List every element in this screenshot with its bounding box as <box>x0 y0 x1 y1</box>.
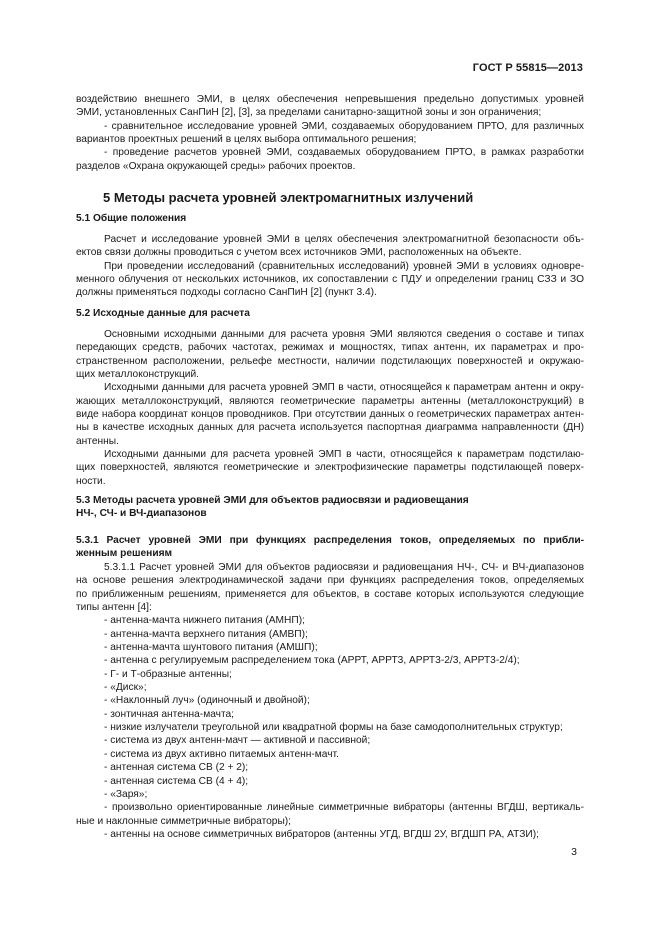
section-5-3-1-line: - антенная система СВ (4 + 4); <box>104 775 249 787</box>
section-5-1-body <box>76 233 584 300</box>
section-5-3-1-line: - антенна-мачта шунтового питания (АМШП); <box>104 642 318 654</box>
section-5-2-line: антенны. <box>76 435 119 447</box>
section-5-3-title-line1: 5.3 Методы расчета уровней ЭМИ для объектов радиосвязи и радиовещания <box>76 495 469 506</box>
section-5-2-line: Исходными данными для расчета уровней ЭМП в части, относящейся к параметрам подстилаю- <box>104 449 584 461</box>
section-5-title: 5 Методы расчета уровней электромагнитных излучений <box>103 190 474 205</box>
section-5-2-line: ны в качестве исходных данных для расчета используется паспортная диаграмма направленности (ДН) <box>76 422 584 434</box>
section-5-3-1-line: ные и наклонные симметричные вибраторы); <box>76 815 291 827</box>
intro-line: вариантов проектных решений в целях выбора оптимального решения; <box>76 134 417 146</box>
section-5-3-1-title-line2: женным решениям <box>76 548 173 560</box>
intro-line: - проведение расчетов уровней ЭМИ, создаваемых оборудованием ПРТО, в рамках разработки <box>104 147 584 159</box>
section-5-1 <box>76 212 584 225</box>
section-5-3-1-line: - низкие излучатели треугольной или квадратной формы на базе самодополнительных структур; <box>104 722 563 734</box>
section-5-3-1-line: - Г- и Т-образные антенны; <box>104 668 232 680</box>
intro-line: воздействию внешнего ЭМИ, в целях обеспечения непревышения предельно допустимых уровней <box>76 94 584 105</box>
section-5-2 <box>76 307 584 320</box>
intro-line: - сравнительное исследование уровней ЭМИ, создаваемых оборудованием ПРТО, для различных <box>104 120 584 132</box>
section-5-2-line: передающих средств, рабочих частотах, режимах и мощностях, типах антенн, их параметрах и про- <box>76 342 584 354</box>
section-5-3-1-line: - антенна-мачта верхнего питания (АМВП); <box>104 628 308 640</box>
section-5-3-1-body <box>76 561 584 841</box>
intro-paragraphs <box>76 93 584 173</box>
section-5-3-1-title-line1: 5.3.1 Расчет уровней ЭМИ при функциях распределения токов, определяемых по прибли- <box>76 535 584 546</box>
section-5-3-1-line: - «Наклонный луч» (одиночный и двойной); <box>104 695 310 707</box>
section-5-3-1-line: - антенная система СВ (2 + 2); <box>104 762 249 774</box>
section-5-3-title-line2: НЧ-, СЧ- и ВЧ-диапазонов <box>76 508 207 520</box>
section-5-3 <box>76 494 584 521</box>
intro-line: разделов «Охрана окружающей среды» рабочих проектов. <box>76 160 356 172</box>
section-5-3-1-line: - произвольно ориентированные линейные симметричные вибраторы (антенны ВГДШ, вертикаль- <box>104 802 584 814</box>
section-5-3-1-line: - система из двух активно питаемых антенн-мачт. <box>104 748 339 760</box>
section-5-2-line: жающих металлоконструкций, являются геометрические параметры антенны (металлоконструкций) в <box>76 395 584 407</box>
section-5-1-title: 5.1 Общие положения <box>76 213 187 224</box>
section-5-2-body <box>76 328 584 488</box>
section-5-2-line: Основными исходными данными для расчета уровня ЭМИ являются сведения о составе и типах <box>104 329 584 340</box>
section-5-3-1-line: - зонтичная антенна-мачта; <box>104 708 234 720</box>
section-5-2-line: странственном расположении, рельефе местности, наличии подстилающих поверхностей и окружаю- <box>76 355 584 367</box>
section-5-3-1-line: - «Заря»; <box>104 788 148 800</box>
section-5-3-1-line: - антенна-мачта нижнего питания (АМНП); <box>104 615 305 627</box>
section-5-3-1 <box>76 534 584 561</box>
section-5-3-1-line: типы антенн [4]: <box>76 602 152 614</box>
section-5-2-line: Исходными данными для расчета уровней ЭМП в части, относящейся к параметрам антенн и окру- <box>104 382 584 394</box>
section-5-2-line: щих поверхностей, являются геометрические и электрофизические параметры подстилающей поверх- <box>76 462 584 474</box>
section-5-3-1-line: - «Диск»; <box>104 682 147 694</box>
section-5-1-line: При проведении исследований (сравнительных исследований) уровней ЭМИ в условиях одновре- <box>104 260 584 272</box>
section-5-3-1-line: на основе решения электродинамической задачи при функциях распределения токов, определяемых <box>76 575 584 587</box>
section-5-1-line: должны применяться подходы согласно СанПиН [2] (пункт 3.4). <box>76 287 377 299</box>
section-5-2-line: щих металлоконструкций. <box>76 369 199 381</box>
section-5-3-1-line: - антенна с регулируемым распределением тока (АРРТ, АРРТ3, АРРТ3-2/3, АРРТ3-2/4); <box>104 655 520 667</box>
section-5-3-1-line: - антенны на основе симметричных вибраторов (антенны УГД, ВГДШ 2У, ВГДШП РА, АТЗИ); <box>104 828 539 840</box>
section-5-3-1-line: 5.3.1.1 Расчет уровней ЭМИ для объектов радиосвязи и радиовещания НЧ-, СЧ- и ВЧ-диапазонов <box>104 562 584 573</box>
section-5-1-line: Расчет и исследование уровней ЭМИ в целях обеспечения электромагнитной безопасности объ- <box>104 234 584 245</box>
section-5-1-line: менного облучения от нескольких источников, их сопоставлении с ПДУ и определении границ СЗЗ и ЗО <box>76 274 584 286</box>
section-5-2-line: виде набора координат концов проводников. При отсутствии данных о геометрических параметрах антен- <box>76 409 584 421</box>
section-5-3-1-line: по приближенным решениям, применяется для объектов, в составе которых используются следующие <box>76 588 584 600</box>
section-5-2-line: ности. <box>76 475 106 487</box>
page-number: 3 <box>571 846 577 858</box>
section-5-1-line: ектов связи должны проводиться с учетом всех источников ЭМИ, расположенных на объекте. <box>76 247 522 259</box>
section-5-2-title: 5.2 Исходные данные для расчета <box>76 308 250 319</box>
standard-header: ГОСТ Р 55815—2013 <box>472 62 583 74</box>
section-5-3-1-line: - система из двух антенн-мачт — активной и пассивной; <box>104 735 371 747</box>
intro-line: ЭМИ, установленных СанПиН [2], [3], за пределами санитарно-защитной зоны и зон ограничения; <box>76 107 542 119</box>
